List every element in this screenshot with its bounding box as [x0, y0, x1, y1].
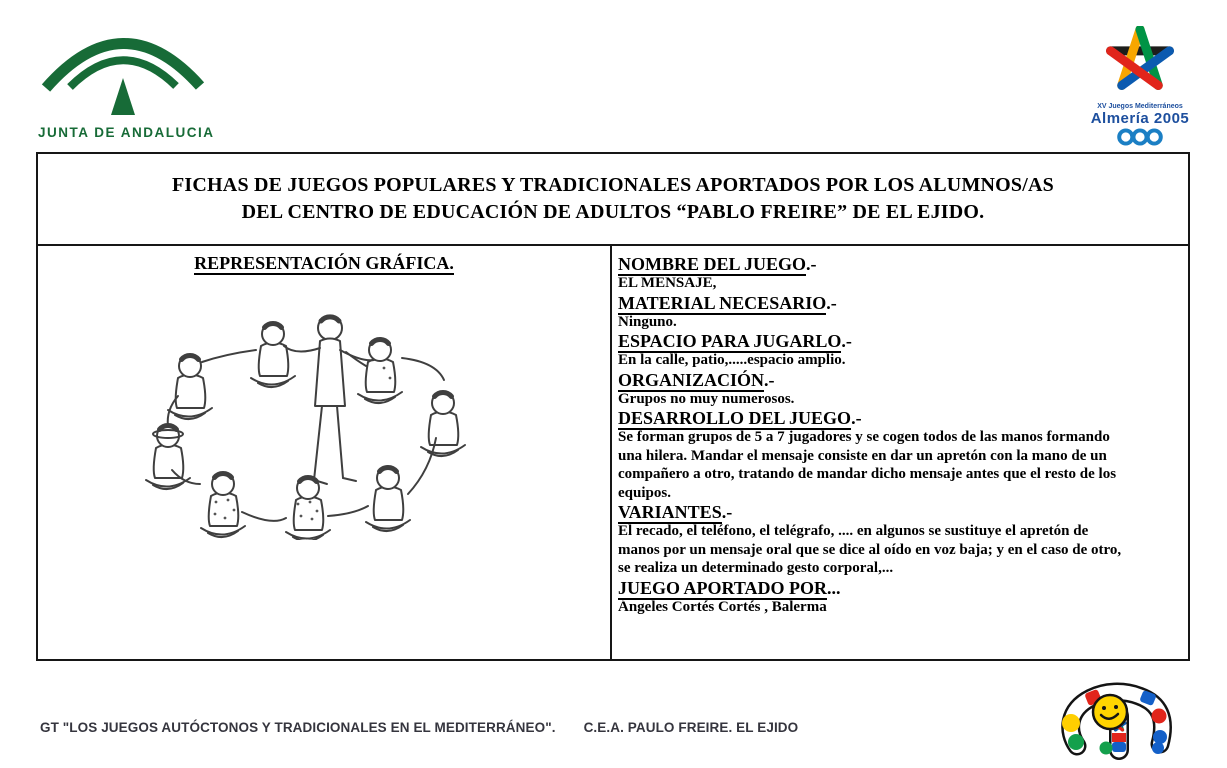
- table-title-line1: FICHAS DE JUEGOS POPULARES Y TRADICIONALES APORTADOS POR LOS ALUMNOS/AS: [172, 174, 1054, 196]
- section-material-necesario: MATERIAL NECESARIO.- Ninguno.: [618, 293, 1126, 332]
- almeria-logo-subtitle: XV Juegos Mediterráneos: [1097, 103, 1183, 110]
- section-body: Ángeles Cortés Cortés , Balerma: [618, 598, 827, 615]
- table-title-line2: DEL CENTRO DE EDUCACIÓN DE ADULTOS “PABLO FREIRE” DE EL EJIDO.: [241, 201, 985, 223]
- section-juego-aportado-por: JUEGO APORTADO POR... Ángeles Cortés Cortés , Balerma: [618, 578, 1126, 617]
- mascot-indalete-icon: [1046, 682, 1188, 762]
- section-heading: NOMBRE DEL JUEGO: [618, 254, 807, 274]
- section-heading: VARIANTES: [618, 502, 722, 522]
- section-heading: ORGANIZACIÓN: [618, 369, 765, 390]
- section-desarrollo-del-juego: DESARROLLO DEL JUEGO.- Se forman grupos de 5 a 7 jugadores y se cogen todos de las manos formando una hilera. Mandar el mensaje consiste en dar un apretón con la mano de un compañero a otro, tratando de mandar dicho mensaje antes que el resto de los equipos.: [618, 408, 1126, 502]
- game-card-table: [36, 152, 1190, 661]
- section-heading: JUEGO APORTADO POR: [618, 577, 828, 598]
- footer-group-title: GT "LOS JUEGOS AUTÓCTONOS Y TRADICIONALES EN EL MEDITERRÁNEO".: [40, 720, 556, 735]
- section-organizacion: ORGANIZACIÓN.- Grupos no muy numerosos.: [618, 370, 1126, 409]
- junta-arch-icon: [38, 22, 208, 118]
- section-espacio-para-jugarlo: ESPACIO PARA JUGARLO.- En la calle, patio,.....espacio amplio.: [618, 331, 1126, 370]
- linked-rings-icon: [1117, 128, 1163, 146]
- section-body: El recado, el teléfono, el telégrafo, .... en algunos se sustituye el apretón de manos por un mensaje oral que se dice al oído en voz baja; y en el caso de otro, se realiza un determinado gesto corporal,...: [618, 523, 1122, 576]
- footer-line: [40, 720, 798, 735]
- children-circle-illustration: [138, 288, 468, 540]
- mediterranean-games-star-icon: [1092, 26, 1188, 100]
- section-heading: DESARROLLO DEL JUEGO: [618, 408, 852, 428]
- section-body: Grupos no muy numerosos.: [618, 390, 795, 407]
- section-variantes: VARIANTES.- El recado, el teléfono, el telégrafo, .... en algunos se sustituye el apretón de manos por un mensaje oral que se dice al oído en voz baja; y en el caso de otro, se realiza un determinado gesto corporal,...: [618, 502, 1126, 578]
- section-body: EL MENSAJE,: [618, 275, 717, 291]
- almeria-2005-logo: [1088, 26, 1192, 151]
- graphic-representation-heading: REPRESENTACIÓN GRÁFICA.: [194, 253, 454, 273]
- section-heading: ESPACIO PARA JUGARLO: [618, 331, 842, 351]
- game-details-cell: [612, 246, 1188, 659]
- footer-center-name: C.E.A. PAULO FREIRE. EL EJIDO: [583, 720, 799, 735]
- section-body: Ninguno.: [618, 313, 677, 330]
- section-body: Se forman grupos de 5 a 7 jugadores y se cogen todos de las manos formando una hilera. Mandar el mensaje consiste en dar un apretón con la mano de un compañero a otro, tratando de mandar dicho mensaje antes que el resto de los equipos.: [618, 429, 1117, 501]
- section-heading: MATERIAL NECESARIO: [618, 292, 827, 313]
- junta-de-andalucia-logo: [38, 22, 215, 140]
- graphic-representation-cell: [38, 246, 612, 659]
- almeria-logo-title: Almería 2005: [1090, 110, 1190, 127]
- section-nombre-del-juego: NOMBRE DEL JUEGO.- EL MENSAJE,: [618, 254, 1126, 293]
- section-body: En la calle, patio,.....espacio amplio.: [618, 352, 846, 368]
- junta-logo-label: JUNTA DE ANDALUCIA: [38, 125, 215, 140]
- table-title: [38, 154, 1188, 246]
